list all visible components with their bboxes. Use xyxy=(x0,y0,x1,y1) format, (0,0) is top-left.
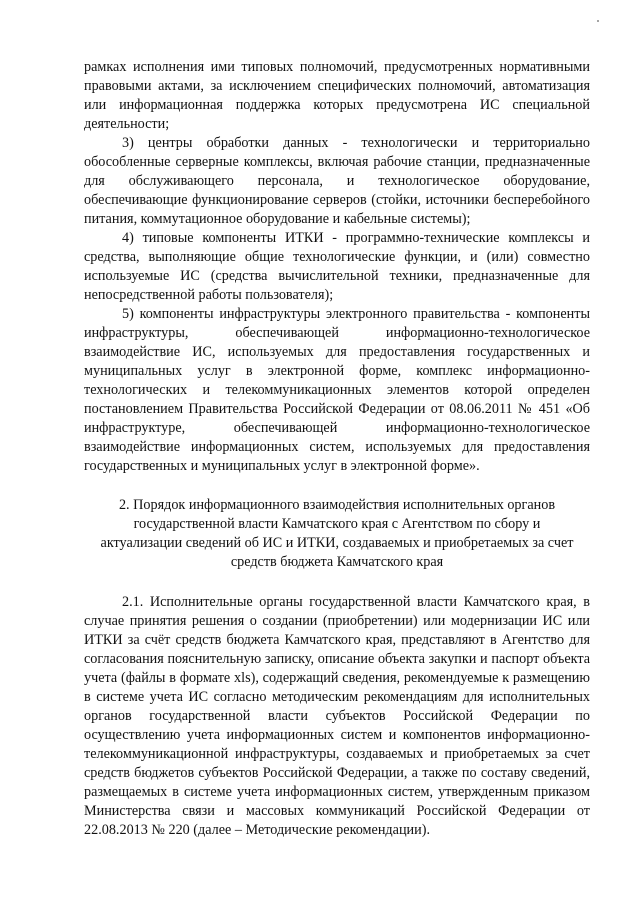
scan-speck xyxy=(597,20,599,22)
paragraph-continuation: рамках исполнения ими типовых полномочий, предусмотренных нормативными правовыми актами, за исключением специфических полномочий, автоматизация или информационная поддержка которых предусмотрена ИС специальной деятельности; xyxy=(84,59,590,132)
paragraph-item-4: 4) типовые компоненты ИТКИ - программно-технические комплексы и средства, выполняющие общие технологические функции, и (или) совместно используемые ИС (средства вычислительной техники, предназначенные для непосредственной работы пользователя); xyxy=(84,230,590,303)
paragraph-item-3: 3) центры обработки данных - технологически и территориально обособленные серверные комплексы, включая рабочие станции, предназначенные для обслуживающего персонала, и технологическое оборудование, обеспечивающие функционирование серверов (стойки, источники бесперебойного питания, коммутационное оборудование и кабельные системы); xyxy=(84,135,590,227)
document-page xyxy=(84,58,590,840)
paragraph-item-5: 5) компоненты инфраструктуры электронного правительства - компоненты инфраструктуры, обеспечивающей информационно-технологическое взаимодействие ИС, используемых для предоставления государственных и муниципальных услуг в электронной форме, комплекс информационно-технологических и телекоммуникационных элементов которой определен постановлением Правительства Российской Федерации от 08.06.2011 № 451 «Об инфраструктуре, обеспечивающей информационно-технологическое взаимодействие информационных систем, используемых для предоставления государственных и муниципальных услуг в электронной форме». xyxy=(84,306,590,474)
section-heading: 2. Порядок информационного взаимодействия исполнительных органов государственной власти Камчатского края с Агентством по сбору и актуализации сведений об ИС и ИТКИ, создаваемых и приобретаемых за счет средств бюджета Камчатского края xyxy=(100,497,574,570)
paragraph-2-1: 2.1. Исполнительные органы государственной власти Камчатского края, в случае принятия решения о создании (приобретении) или модернизации ИС или ИТКИ за счёт средств бюджета Камчатского края, представляют в Агентство для согласования пояснительную записку, описание объекта закупки и паспорт объекта учета (файлы в формате xls), содержащий сведения, рекомендуемые к размещению в системе учета ИС согласно методическим рекомендациям для исполнительных органов государственной власти субъектов Российской Федерации по осуществлению учета информационных систем и компонентов информационно-телекоммуникационной инфраструктуры, создаваемых и приобретаемых за счет средств бюджетов субъектов Российской Федерации, а также по составу сведений, размещаемых в системе учета информационных систем, утвержденным приказом Министерства связи и массовых коммуникаций Российской Федерации от 22.08.2013 № 220 (далее – Методические рекомендации). xyxy=(84,594,590,838)
